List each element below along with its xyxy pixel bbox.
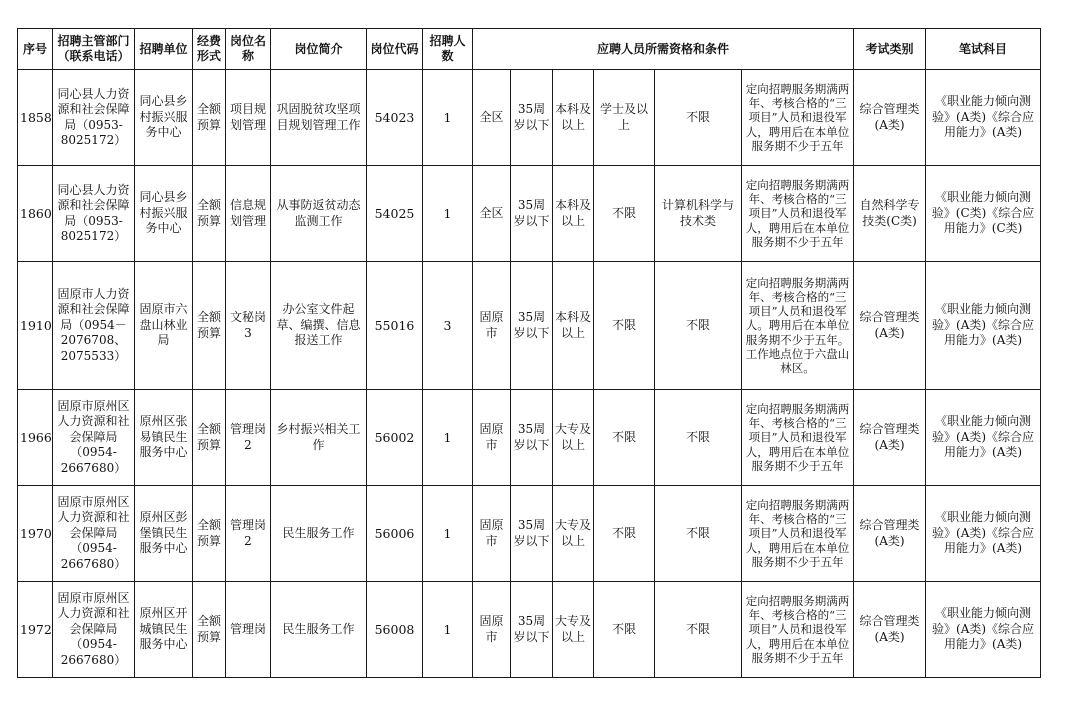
major-cell: 计算机科学与技术类 [655,166,742,262]
area-cell: 全区 [473,166,511,262]
seq-cell: 1972 [18,582,53,678]
degree-cell: 不限 [594,390,655,486]
unit-cell: 原州区开城镇民生服务中心 [135,582,193,678]
fund-cell: 全额预算 [193,582,226,678]
subjects-cell: 《职业能力倾向测验》(C类)《综合应用能力》(C类) [926,166,1041,262]
table-row [18,70,1041,166]
code-cell: 56006 [367,486,423,582]
degree-cell: 不限 [594,262,655,390]
table-row [18,166,1041,262]
unit-cell: 同心县乡村振兴服务中心 [135,70,193,166]
major-cell: 不限 [655,262,742,390]
header-unit: 招聘单位 [135,29,193,70]
code-cell: 56008 [367,582,423,678]
degree-cell: 不限 [594,486,655,582]
header-pos: 岗位名称 [226,29,271,70]
header-row [18,29,1041,70]
dept-cell: 固原市原州区人力资源和社会保障局（0954-2667680） [53,390,135,486]
count-cell: 1 [423,390,473,486]
conditions-cell: 定向招聘服务期满两年、考核合格的“三项目”人员和退役军人，聘用后在本单位服务期不少于五年 [742,390,854,486]
unit-cell: 原州区彭堡镇民生服务中心 [135,486,193,582]
age-cell: 35周岁以下 [511,486,553,582]
description-cell: 民生服务工作 [271,582,367,678]
major-cell: 不限 [655,390,742,486]
conditions-cell: 定向招聘服务期满两年、考核合格的“三项目”人员和退役军人，聘用后在本单位服务期不少于五年 [742,486,854,582]
header-count: 招聘人数 [423,29,473,70]
conditions-cell: 定向招聘服务期满两年、考核合格的“三项目”人员和退役军人，聘用后在本单位服务期不少于五年 [742,582,854,678]
education-cell: 本科及以上 [553,70,594,166]
description-cell: 办公室文件起草、编撰、信息报送工作 [271,262,367,390]
subjects-cell: 《职业能力倾向测验》(A类)《综合应用能力》(A类) [926,70,1041,166]
position-cell: 项目规划管理 [226,70,271,166]
dept-cell: 固原市原州区人力资源和社会保障局（0954-2667680） [53,486,135,582]
degree-cell: 学士及以上 [594,70,655,166]
degree-cell: 不限 [594,582,655,678]
position-cell: 管理岗2 [226,390,271,486]
position-cell: 文秘岗3 [226,262,271,390]
exam-cell: 综合管理类(A类) [854,262,926,390]
position-cell: 信息规划管理 [226,166,271,262]
fund-cell: 全额预算 [193,70,226,166]
age-cell: 35周岁以下 [511,262,553,390]
code-cell: 54023 [367,70,423,166]
dept-cell: 同心县人力资源和社会保障局（0953-8025172） [53,166,135,262]
table-row [18,390,1041,486]
subjects-cell: 《职业能力倾向测验》(A类)《综合应用能力》(A类) [926,262,1041,390]
area-cell: 固原市 [473,486,511,582]
degree-cell: 不限 [594,166,655,262]
dept-cell: 固原市人力资源和社会保障局（0954－2076708、2075533） [53,262,135,390]
header-requirements: 应聘人员所需资格和条件 [473,29,854,70]
fund-cell: 全额预算 [193,486,226,582]
table-row [18,486,1041,582]
description-cell: 民生服务工作 [271,486,367,582]
major-cell: 不限 [655,582,742,678]
table-body [18,70,1041,678]
recruitment-table [17,28,1041,678]
education-cell: 本科及以上 [553,262,594,390]
code-cell: 54025 [367,166,423,262]
description-cell: 巩固脱贫攻坚项目规划管理工作 [271,70,367,166]
age-cell: 35周岁以下 [511,166,553,262]
exam-cell: 综合管理类(A类) [854,390,926,486]
age-cell: 35周岁以下 [511,582,553,678]
code-cell: 55016 [367,262,423,390]
dept-cell: 同心县人力资源和社会保障局（0953-8025172） [53,70,135,166]
count-cell: 1 [423,486,473,582]
code-cell: 56002 [367,390,423,486]
header-seq: 序号 [18,29,53,70]
exam-cell: 综合管理类(A类) [854,486,926,582]
description-cell: 乡村振兴相关工作 [271,390,367,486]
major-cell: 不限 [655,70,742,166]
seq-cell: 1970 [18,486,53,582]
header-dept: 招聘主管部门（联系电话） [53,29,135,70]
fund-cell: 全额预算 [193,262,226,390]
seq-cell: 1910 [18,262,53,390]
conditions-cell: 定向招聘服务期满两年、考核合格的“三项目”人员和退役军人，聘用后在本单位服务期不少于五年 [742,70,854,166]
dept-cell: 固原市原州区人力资源和社会保障局（0954-2667680） [53,582,135,678]
count-cell: 1 [423,70,473,166]
position-cell: 管理岗 [226,582,271,678]
header-desc: 岗位简介 [271,29,367,70]
header-exam: 考试类别 [854,29,926,70]
table-row [18,582,1041,678]
area-cell: 固原市 [473,262,511,390]
table-row [18,262,1041,390]
count-cell: 1 [423,166,473,262]
seq-cell: 1966 [18,390,53,486]
header-subjects: 笔试科目 [926,29,1041,70]
education-cell: 大专及以上 [553,582,594,678]
unit-cell: 原州区张易镇民生服务中心 [135,390,193,486]
exam-cell: 综合管理类(A类) [854,70,926,166]
exam-cell: 综合管理类(A类) [854,582,926,678]
area-cell: 全区 [473,70,511,166]
major-cell: 不限 [655,486,742,582]
age-cell: 35周岁以下 [511,70,553,166]
area-cell: 固原市 [473,390,511,486]
position-cell: 管理岗2 [226,486,271,582]
header-fund: 经费形式 [193,29,226,70]
conditions-cell: 定向招聘服务期满两年、考核合格的“三项目”人员和退役军人，聘用后在本单位服务期不少于五年 [742,166,854,262]
age-cell: 35周岁以下 [511,390,553,486]
subjects-cell: 《职业能力倾向测验》(A类)《综合应用能力》(A类) [926,582,1041,678]
subjects-cell: 《职业能力倾向测验》(A类)《综合应用能力》(A类) [926,486,1041,582]
unit-cell: 固原市六盘山林业局 [135,262,193,390]
header-code: 岗位代码 [367,29,423,70]
subjects-cell: 《职业能力倾向测验》(A类)《综合应用能力》(A类) [926,390,1041,486]
seq-cell: 1860 [18,166,53,262]
seq-cell: 1858 [18,70,53,166]
count-cell: 1 [423,582,473,678]
education-cell: 本科及以上 [553,166,594,262]
count-cell: 3 [423,262,473,390]
exam-cell: 自然科学专技类(C类) [854,166,926,262]
conditions-cell: 定向招聘服务期满两年、考核合格的“三项目”人员和退役军人。聘用后在本单位服务期不少于五年。工作地点位于六盘山林区。 [742,262,854,390]
fund-cell: 全额预算 [193,166,226,262]
education-cell: 大专及以上 [553,486,594,582]
area-cell: 固原市 [473,582,511,678]
description-cell: 从事防返贫动态监测工作 [271,166,367,262]
education-cell: 大专及以上 [553,390,594,486]
unit-cell: 同心县乡村振兴服务中心 [135,166,193,262]
fund-cell: 全额预算 [193,390,226,486]
